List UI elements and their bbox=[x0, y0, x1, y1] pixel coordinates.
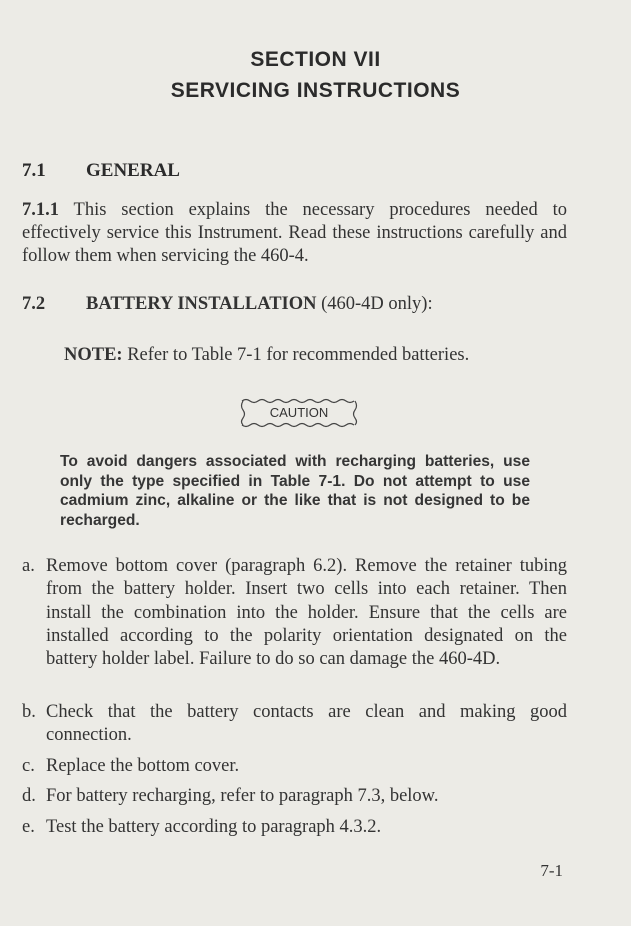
list-item-text: Remove bottom cover (paragraph 6.2). Remove the retainer tubing from the battery holder. Insert two cells into each retainer. Then install the combination into the holder. Ensure that the cells are installed according to the polarity orientation designated on the battery holder label. Failure to do so can damage the 460-4D. bbox=[46, 556, 567, 670]
paragraph-7-1-1-number: 7.1.1 bbox=[22, 200, 59, 220]
heading-7-1-number: 7.1 bbox=[22, 160, 46, 181]
section-title: SERVICING INSTRUCTIONS bbox=[170, 79, 461, 102]
list-item bbox=[22, 701, 567, 748]
heading-7-2-number: 7.2 bbox=[22, 294, 46, 314]
paragraph-7-1-1-text: This section explains the necessary procedures needed to effectively service this Instrument. Read these instructions carefully and follow them when servicing the 460-4. bbox=[22, 200, 567, 266]
list-item-letter: b. bbox=[22, 702, 36, 722]
list-item-letter: a. bbox=[22, 556, 35, 576]
section-label: SECTION VII bbox=[250, 48, 381, 71]
note-label: NOTE: bbox=[64, 345, 123, 365]
list-item-text: Replace the bottom cover. bbox=[46, 756, 240, 776]
list-item-text: Check that the battery contacts are clean and making good connection. bbox=[46, 702, 567, 746]
note-text: Refer to Table 7-1 for recommended batteries. bbox=[127, 345, 470, 365]
list-item-letter: d. bbox=[22, 786, 36, 806]
list-item-letter: c. bbox=[22, 756, 35, 776]
caution-text: To avoid dangers associated with recharging batteries, use only the type specified in Table 7-1. Do not attempt to use cadmium zinc, alkaline or the like that is not designed to be recharged. bbox=[60, 453, 530, 529]
heading-7-2 bbox=[22, 293, 567, 316]
caution-box bbox=[240, 398, 358, 428]
paragraph-7-1-1 bbox=[22, 199, 567, 268]
list-item bbox=[22, 755, 567, 778]
list-item-letter: e. bbox=[22, 817, 35, 837]
list-item bbox=[22, 555, 567, 671]
caution-label: CAUTION bbox=[269, 405, 329, 420]
heading-7-1-title: GENERAL bbox=[86, 160, 180, 181]
list-item bbox=[22, 785, 567, 808]
heading-7-2-title: BATTERY INSTALLATION bbox=[86, 294, 317, 314]
heading-7-2-suffix: (460-4D only): bbox=[321, 294, 433, 314]
list-item-text: Test the battery according to paragraph 4.3.2. bbox=[46, 817, 382, 837]
list-item bbox=[22, 816, 567, 839]
page-number: 7-1 bbox=[540, 861, 563, 880]
list-item-text: For battery recharging, refer to paragraph 7.3, below. bbox=[46, 786, 439, 806]
note bbox=[64, 344, 564, 367]
